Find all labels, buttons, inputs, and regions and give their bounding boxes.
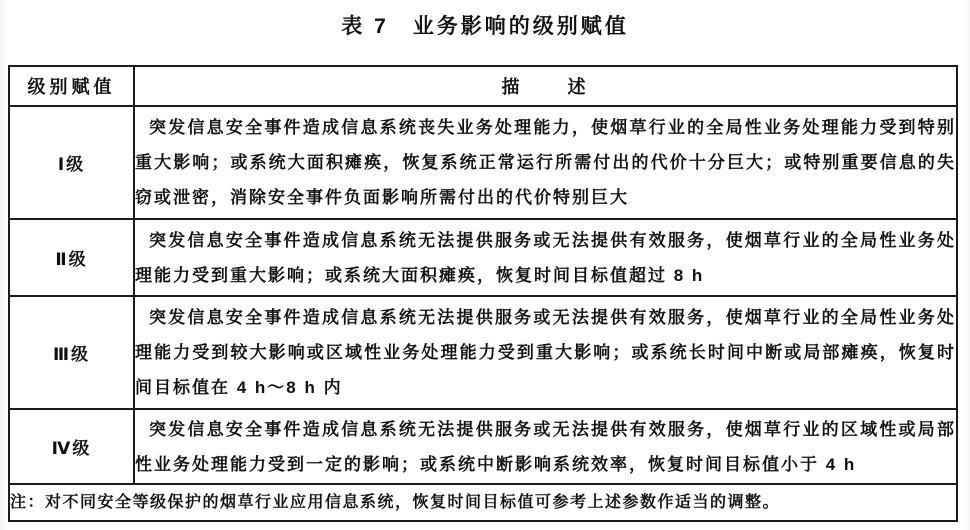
description-cell: 突发信息安全事件造成信息系统无法提供服务或无法提供有效服务，使烟草行业的全局性业务处理能力受到重大影响；或系统大面积瘫痪，恢复时间目标值超过 8 h — [134, 219, 957, 296]
note-row — [9, 484, 957, 521]
col-header-level: 级别赋值 — [9, 66, 134, 106]
level-cell: Ⅱ级 — [9, 219, 134, 296]
description-cell: 突发信息安全事件造成信息系统无法提供服务或无法提供有效服务，使烟草行业的全局性业务处理能力受到较大影响或区域性业务处理能力受到重大影响；或系统长时间中断或局部瘫痪，恢复时间目标值在 4 h～8 h 内 — [134, 296, 957, 409]
table-row — [9, 106, 957, 219]
header-row — [9, 66, 957, 106]
table-row — [9, 409, 957, 484]
col-header-description: 描 述 — [134, 66, 957, 106]
level-cell: Ⅰ级 — [9, 106, 134, 219]
level-cell: Ⅳ级 — [9, 409, 134, 484]
description-cell: 突发信息安全事件造成信息系统无法提供服务或无法提供有效服务，使烟草行业的区域性或局部性业务处理能力受到一定的影响；或系统中断影响系统效率，恢复时间目标值小于 4 h — [134, 409, 957, 484]
level-cell: Ⅲ级 — [9, 296, 134, 409]
table-caption: 表 7 业务影响的级别赋值 — [341, 15, 629, 38]
table-row — [9, 219, 957, 296]
impact-level-table — [8, 65, 958, 522]
table-row — [9, 296, 957, 409]
table-note: 注：对不同安全等级保护的烟草行业应用信息系统，恢复时间目标值可参考上述参数作适当的调整。 — [9, 484, 957, 521]
description-cell: 突发信息安全事件造成信息系统丧失业务处理能力，使烟草行业的全局性业务处理能力受到特别重大影响；或系统大面积瘫痪，恢复系统正常运行所需付出的代价十分巨大；或特别重要信息的失窃或泄密，消除安全事件负面影响所需付出的代价特别巨大 — [134, 106, 957, 219]
